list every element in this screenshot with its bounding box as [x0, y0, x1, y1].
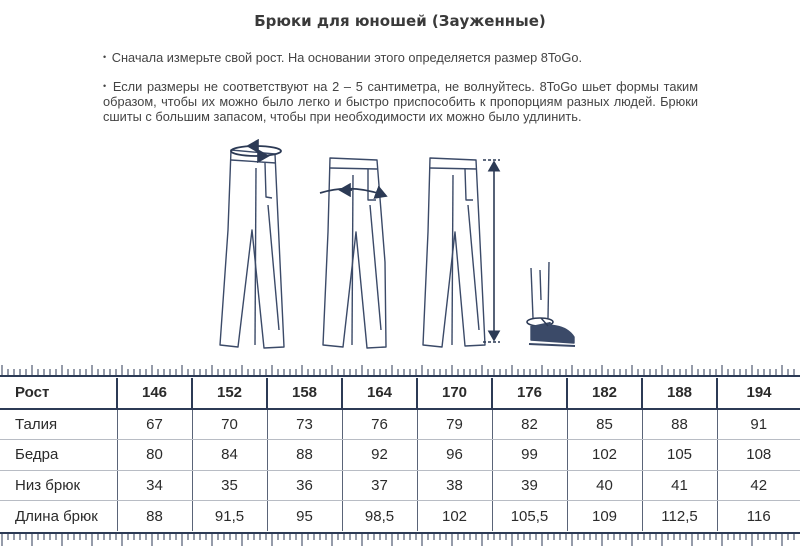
pants-length-icon — [423, 158, 500, 347]
value-cell: 91 — [717, 409, 800, 440]
value-cell: 102 — [567, 440, 642, 471]
value-cell: 80 — [117, 440, 192, 471]
value-cell: 37 — [342, 470, 417, 501]
size-cell: 164 — [342, 378, 417, 409]
table-row — [0, 409, 800, 440]
instruction-1-text: Сначала измерьте свой рост. На основании этого определяется размер 8ToGo. — [111, 50, 583, 65]
value-cell: 105,5 — [492, 501, 567, 531]
value-cell: 79 — [417, 409, 492, 440]
value-cell: 109 — [567, 501, 642, 531]
instruction-2-text: Если размеры не соответствуют на 2 – 5 сантиметра, не волнуйтесь. 8ToGo шьет формы таким образом, чтобы их можно было легко и быстро приспособить к пропорциям разных людей. Брюки сшиты с большим запасом, чтобы при необходимости их можно было удлинить. — [103, 79, 698, 125]
bullet-icon: • — [103, 52, 107, 62]
value-cell: 82 — [492, 409, 567, 440]
value-cell: 40 — [567, 470, 642, 501]
value-cell: 116 — [717, 501, 800, 531]
value-cell: 38 — [417, 470, 492, 501]
pants-waist-icon — [220, 146, 284, 348]
size-cell: 170 — [417, 378, 492, 409]
value-cell: 85 — [567, 409, 642, 440]
size-table — [0, 378, 800, 531]
row-label: Талия — [0, 409, 117, 440]
value-cell: 102 — [417, 501, 492, 531]
value-cell: 34 — [117, 470, 192, 501]
size-cell: 176 — [492, 378, 567, 409]
value-cell: 84 — [192, 440, 267, 471]
size-cell: 188 — [642, 378, 717, 409]
value-cell: 39 — [492, 470, 567, 501]
pants-hips-icon — [320, 158, 386, 348]
table-row — [0, 440, 800, 471]
value-cell: 73 — [267, 409, 342, 440]
value-cell: 95 — [267, 501, 342, 531]
value-cell: 67 — [117, 409, 192, 440]
table-row — [0, 470, 800, 501]
size-cell: 152 — [192, 378, 267, 409]
value-cell: 96 — [417, 440, 492, 471]
value-cell: 88 — [642, 409, 717, 440]
table-row — [0, 501, 800, 531]
value-cell: 88 — [267, 440, 342, 471]
size-cell: 146 — [117, 378, 192, 409]
page-title: Брюки для юношей (Зауженные) — [254, 12, 546, 30]
size-cell: 182 — [567, 378, 642, 409]
value-cell: 41 — [642, 470, 717, 501]
value-cell: 35 — [192, 470, 267, 501]
size-cell: 194 — [717, 378, 800, 409]
value-cell: 76 — [342, 409, 417, 440]
value-cell: 98,5 — [342, 501, 417, 531]
value-cell: 92 — [342, 440, 417, 471]
height-label: Рост — [0, 378, 117, 409]
value-cell: 36 — [267, 470, 342, 501]
value-cell: 112,5 — [642, 501, 717, 531]
row-label: Бедра — [0, 440, 117, 471]
value-cell: 108 — [717, 440, 800, 471]
bottom-ruler — [0, 532, 800, 551]
value-cell: 70 — [192, 409, 267, 440]
row-label: Низ брюк — [0, 470, 117, 501]
hem-boot-icon — [527, 262, 575, 346]
value-cell: 88 — [117, 501, 192, 531]
value-cell: 42 — [717, 470, 800, 501]
size-cell: 158 — [267, 378, 342, 409]
size-table-header — [0, 378, 800, 409]
value-cell: 91,5 — [192, 501, 267, 531]
value-cell: 99 — [492, 440, 567, 471]
bullet-icon: • — [103, 81, 107, 91]
value-cell: 105 — [642, 440, 717, 471]
row-label: Длина брюк — [15, 507, 98, 525]
top-ruler — [0, 364, 800, 378]
